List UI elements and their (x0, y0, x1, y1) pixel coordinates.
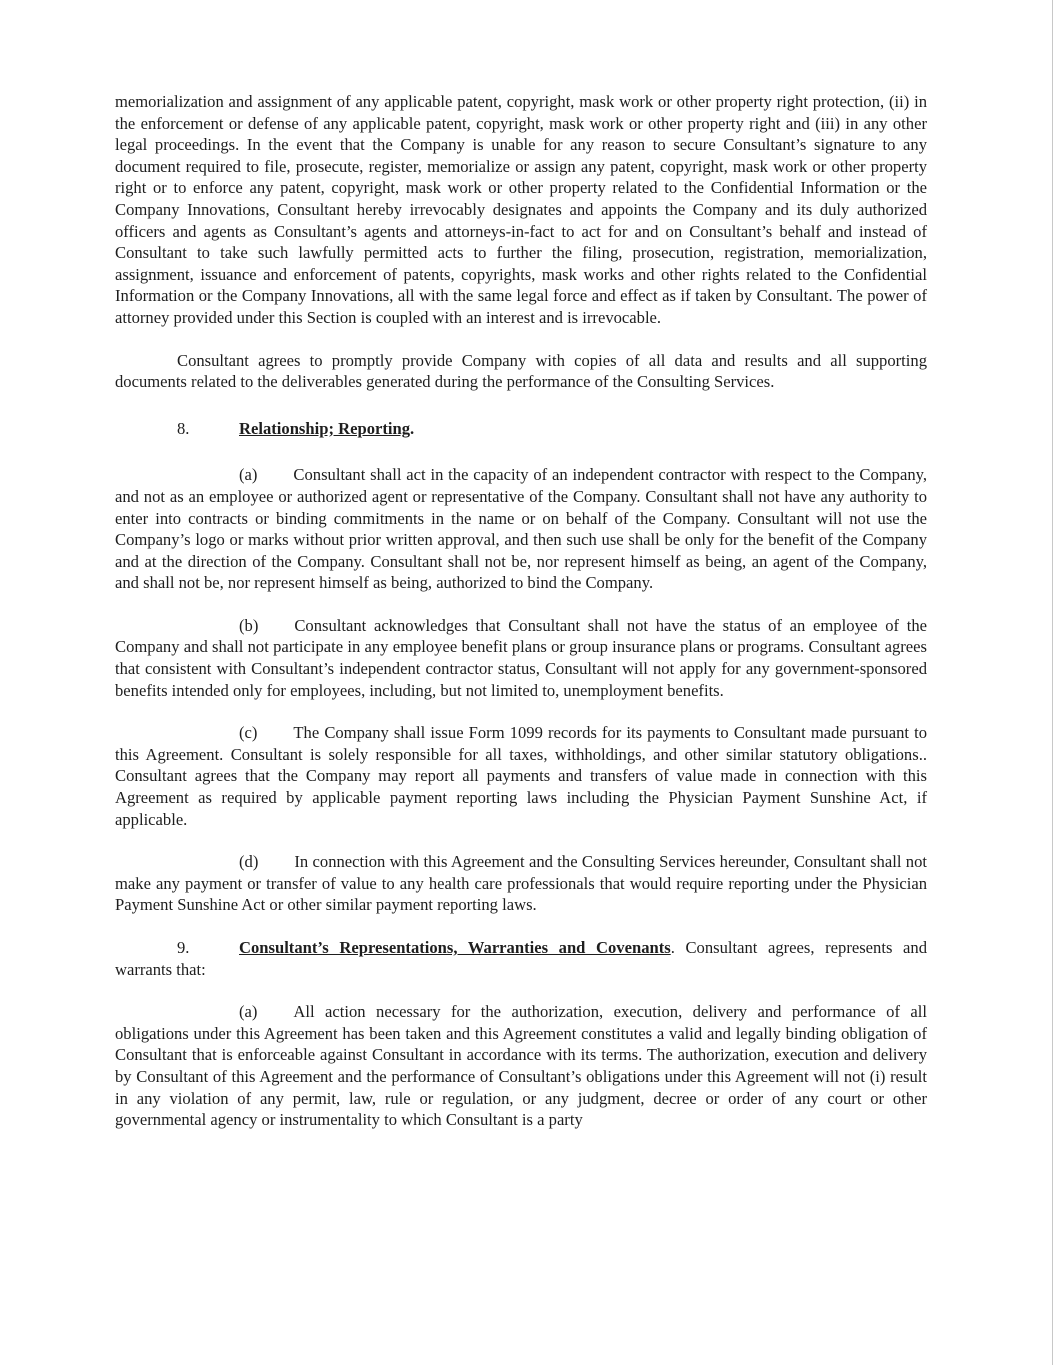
clause-text: The Company shall issue Form 1099 records for its payments to Consultant made pursuant to this Agreement. Consultant is solely responsible for all taxes, withholdings, and other similar statutory obligations.. Consultant agrees that the Company may report all payments and transfers of value made in connection with this Agreement as required by applicable payment reporting laws including the Physician Payment Sunshine Act, if applicable. (115, 723, 927, 829)
section-8-clause-d (115, 851, 927, 916)
clause-label: (a) (239, 465, 258, 485)
section-9-intro: . Consultant agrees, represents and warrants that: (115, 938, 927, 979)
deliverables-paragraph: Consultant agrees to promptly provide Company with copies of all data and results and all supporting documents related to the deliverables generated during the performance of the Consulting Services. (115, 350, 927, 392)
section-8-clause-c (115, 722, 927, 830)
section-8-clause-b (115, 615, 927, 701)
section-9-clause-a (115, 1001, 927, 1131)
section-8-number: 8. (177, 418, 190, 438)
scan-edge-line (1052, 0, 1053, 1365)
section-8-title-end: . (410, 418, 415, 438)
clause-text: Consultant shall act in the capacity of an independent contractor with respect to the Company, and not as an employee or authorized agent or representative of the Company. Consultant shall not have any authority to enter into contracts or binding commitments in the name or on behalf of the Company. Consultant will not use the Company’s logo or marks without prior written approval, and then such use shall be only for the benefit of the Company and at the direction of the Company. Consultant shall not be, nor represent himself as being, an agent of the Company, and shall not be, nor represent himself as being, authorized to bind the Company. (115, 465, 927, 593)
section-9-title: Consultant’s Representations, Warranties and Covenants (239, 938, 671, 957)
clause-label: (c) (239, 723, 258, 743)
clause-label: (a) (239, 1002, 258, 1022)
clause-text: In connection with this Agreement and the Consulting Services hereunder, Consultant shall not make any payment or transfer of value to any health care professionals that would require reporting under the Physician Payment Sunshine Act or other similar payment reporting laws. (115, 852, 927, 915)
section-9-number: 9. (177, 938, 190, 957)
clause-text: Consultant acknowledges that Consultant shall not have the status of an employee of the Company and shall not participate in any employee benefit plans or group insurance plans or programs. Consultant agrees that consistent with Consultant’s independent contractor status, Consultant will not apply for any government-sponsored benefits intended only for employees, including, but not limited to, unemployment benefits. (115, 615, 927, 700)
clause-label: (b) (239, 615, 259, 635)
document-body (115, 91, 927, 1131)
continued-paragraph: memorialization and assignment of any applicable patent, copyright, mask work or other property right protection, (ii) in the enforcement or defense of any applicable patent, copyright, mask work or other property right and (iii) in any other legal proceedings. In the event that the Company is unable for any reason to secure Consultant’s signature to any document required to file, prosecute, register, memorialize or assign any patent, copyright, mask work or other property right or to enforce any patent, copyright, mask work or other property related to the Confidential Information or the Company Innovations, Consultant hereby irrevocably designates and appoints the Company and its duly authorized officers and agents as Consultant’s agents and attorneys-in-fact to act for and on Consultant’s behalf and instead of Consultant to take such lawfully permitted acts to further the filing, prosecution, registration, memorialization, assignment, issuance and enforcement of patents, copyrights, mask works and other rights related to the Confidential Information or the Company Innovations, all with the same legal force and effect as if taken by Consultant. The power of attorney provided under this Section is coupled with an interest and is irrevocable. (115, 92, 927, 327)
section-9-paragraph (115, 937, 927, 980)
clause-text: All action necessary for the authorization, execution, delivery and performance of all obligations under this Agreement has been taken and this Agreement constitutes a valid and legally binding obligation of Consultant that is enforceable against Consultant in accordance with its terms. The authorization, execution and delivery by Consultant of this Agreement and the performance of Consultant’s obligations under this Agreement will not (i) result in any violation of any permit, law, rule or regulation, or any judgment, decree or order of any court or other governmental agency or instrumentality to which Consultant is a party (115, 1002, 927, 1130)
section-8-heading (177, 418, 927, 440)
section-8-clause-a (115, 464, 927, 594)
clause-label: (d) (239, 852, 259, 872)
section-8-title: Relationship; Reporting (239, 418, 411, 438)
